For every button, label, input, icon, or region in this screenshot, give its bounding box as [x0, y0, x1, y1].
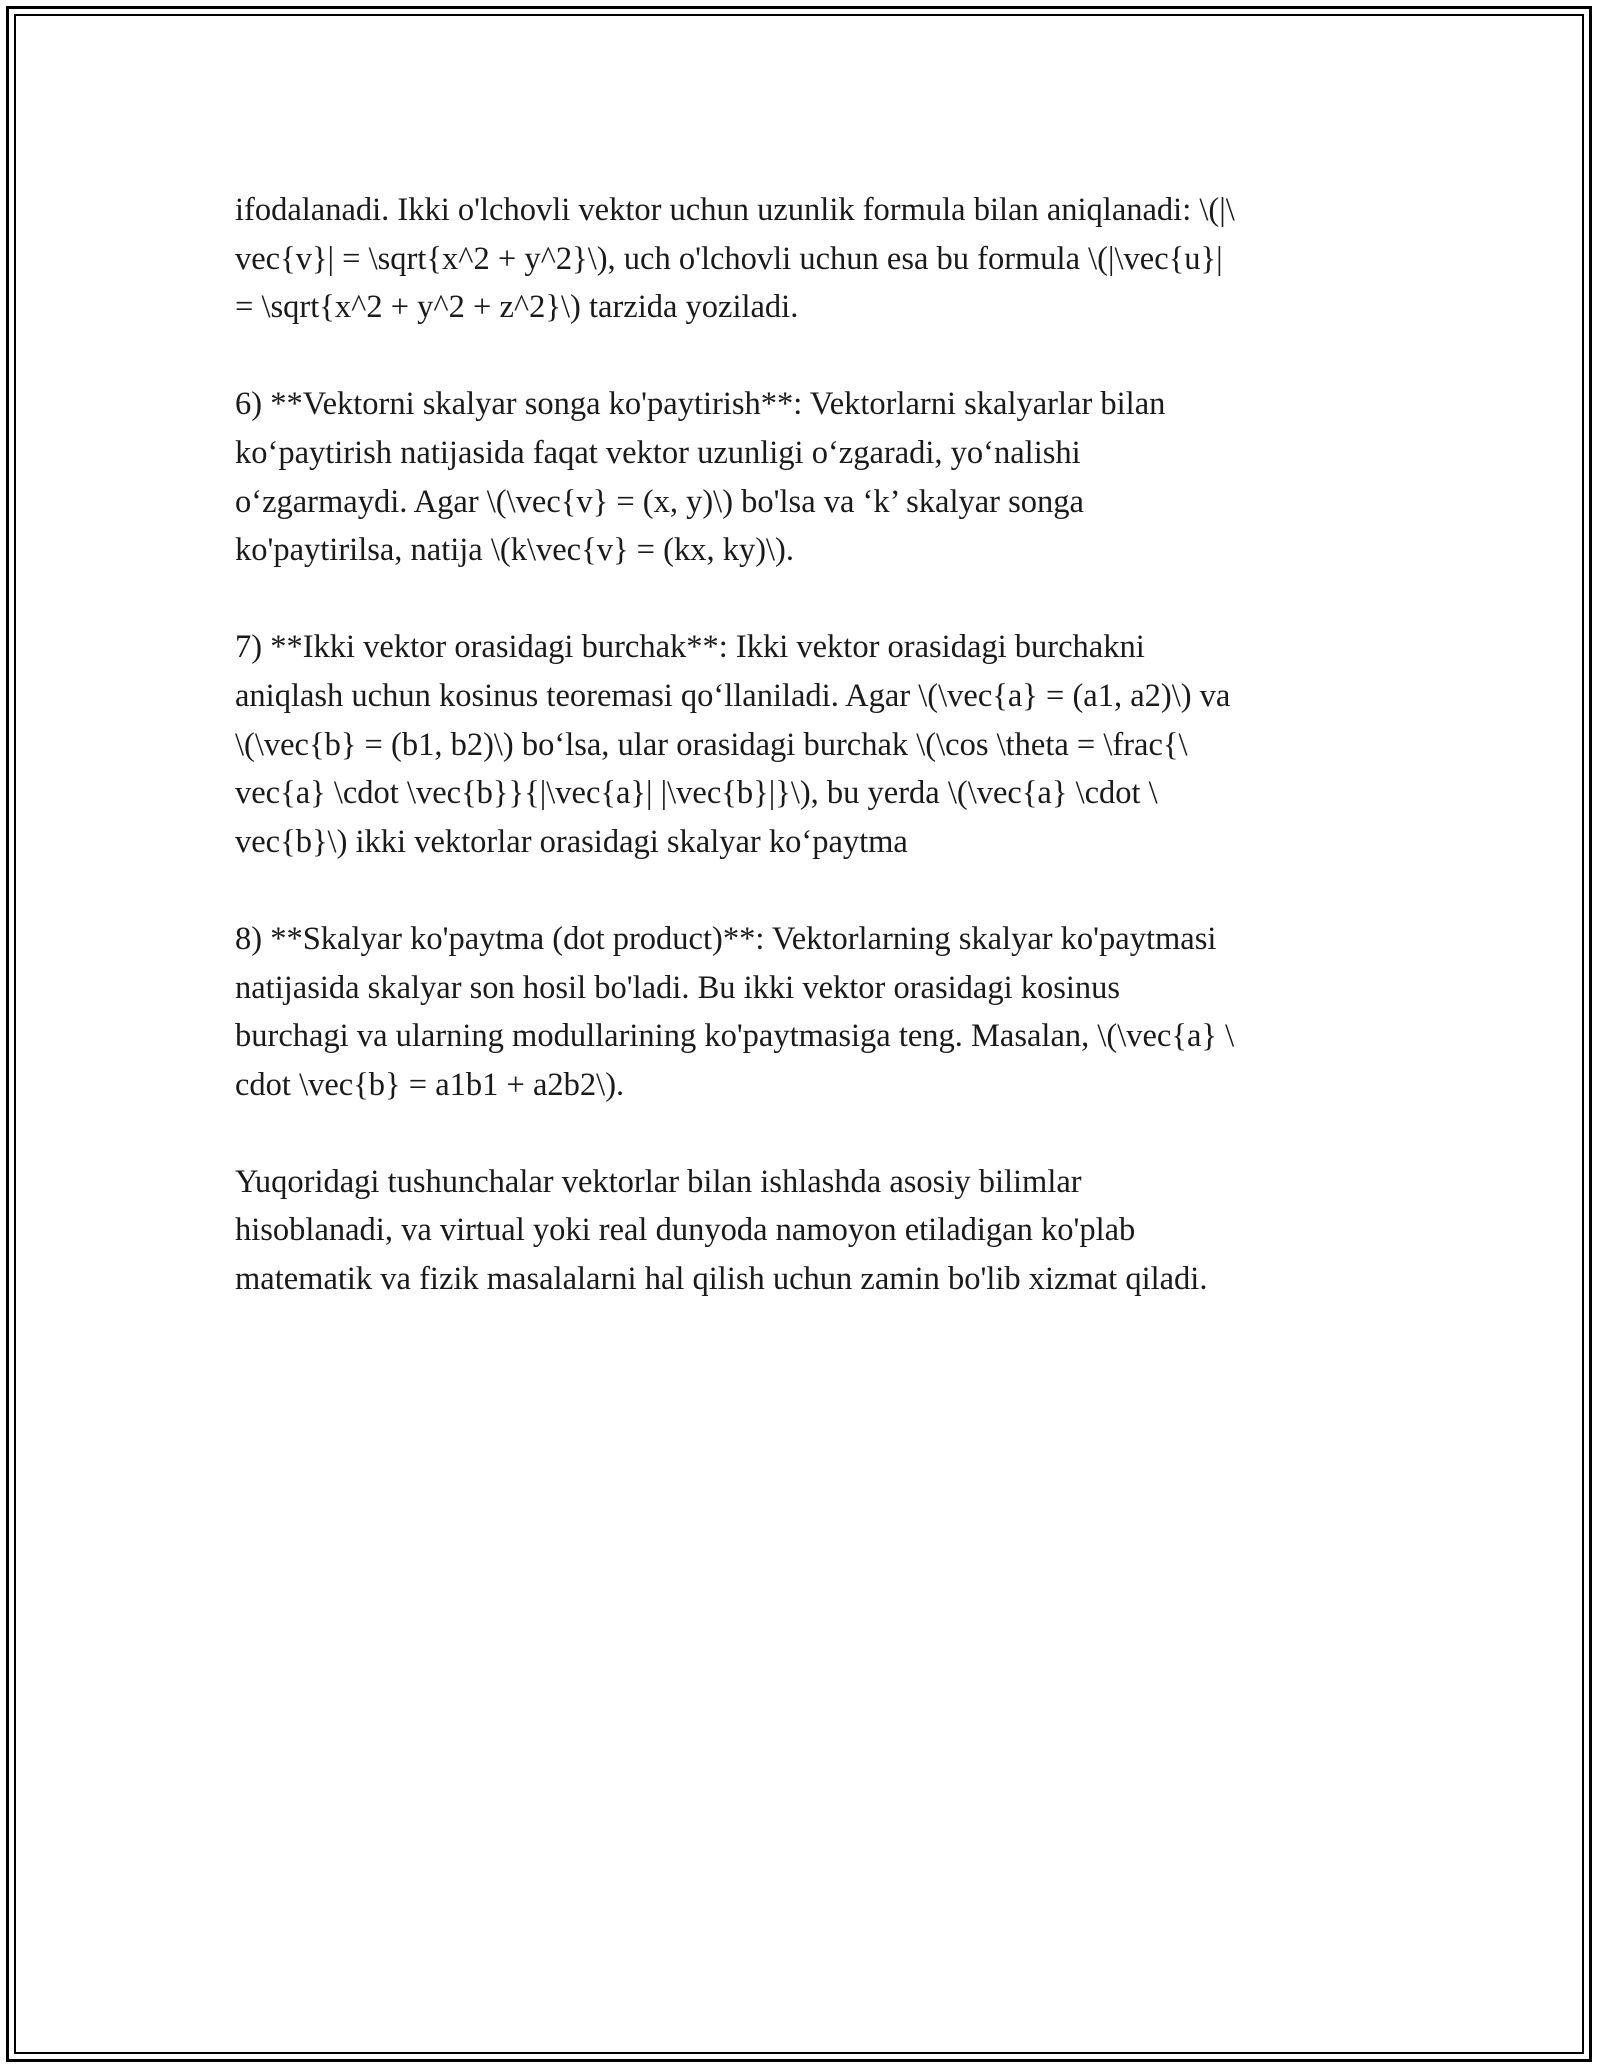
text-line: = \sqrt{x^2 + y^2 + z^2}\) tarzida yoziladi.: [235, 289, 799, 326]
text-line: matematik va fizik masalalarni hal qilish uchun zamin bo'lib xizmat qiladi.: [235, 1261, 1208, 1298]
paragraph-dot-product: [235, 915, 1375, 1109]
text-line: Yuqoridagi tushunchalar vektorlar bilan ishlashda asosiy bilimlar: [235, 1163, 1082, 1200]
text-line: 8) **Skalyar ko'paytma (dot product)**: Vektorlarning skalyar ko'paytmasi: [235, 920, 1217, 957]
text-line: 6) **Vektorni skalyar songa ko'paytirish**: Vektorlarni skalyarlar bilan: [235, 386, 1166, 423]
text-line: burchagi va ularning modullarining ko'paytmasiga teng. Masalan, \(\vec{a} \: [235, 1018, 1235, 1055]
paragraph-vector-length: [235, 186, 1375, 332]
text-line: ko'paytirilsa, natija \(k\vec{v} = (kx, ky)\).: [235, 532, 794, 569]
text-line: natijasida skalyar son hosil bo'ladi. Bu ikki vektor orasidagi kosinus: [235, 969, 1121, 1006]
text-line: aniqlash uchun kosinus teoremasi qo‘llaniladi. Agar \(\vec{a} = (a1, a2)\) va: [235, 677, 1231, 714]
text-line: cdot \vec{b} = a1b1 + a2b2\).: [235, 1066, 625, 1103]
text-line: vec{b}\) ikki vektorlar orasidagi skalyar ko‘paytma: [235, 823, 908, 860]
paragraph-scalar-multiplication: [235, 380, 1375, 574]
text-line: 7) **Ikki vektor orasidagi burchak**: Ikki vektor orasidagi burchakni: [235, 629, 1145, 666]
text-line: vec{v}| = \sqrt{x^2 + y^2}\), uch o'lchovli uchun esa bu formula \(|\vec{u}|: [235, 240, 1223, 277]
text-line: ko‘paytirish natijasida faqat vektor uzunligi o‘zgaradi, yo‘nalishi: [235, 434, 1081, 471]
text-line: ifodalanadi. Ikki o'lchovli vektor uchun uzunlik formula bilan aniqlanadi: \(|\: [235, 192, 1235, 228]
text-line: o‘zgarmaydi. Agar \(\vec{v} = (x, y)\) bo'lsa va ‘k’ skalyar songa: [235, 483, 1084, 520]
paragraph-conclusion: [235, 1158, 1375, 1304]
text-line: \(\vec{b} = (b1, b2)\) bo‘lsa, ular orasidagi burchak \(\cos \theta = \frac{\: [235, 726, 1188, 763]
text-line: vec{a} \cdot \vec{b}}{|\vec{a}| |\vec{b}|}\), bu yerda \(\vec{a} \cdot \: [235, 775, 1158, 812]
document-body: [235, 186, 1375, 1352]
paragraph-angle-between-vectors: [235, 623, 1375, 866]
text-line: hisoblanadi, va virtual yoki real dunyoda namoyon etiladigan ko'plab: [235, 1212, 1136, 1249]
